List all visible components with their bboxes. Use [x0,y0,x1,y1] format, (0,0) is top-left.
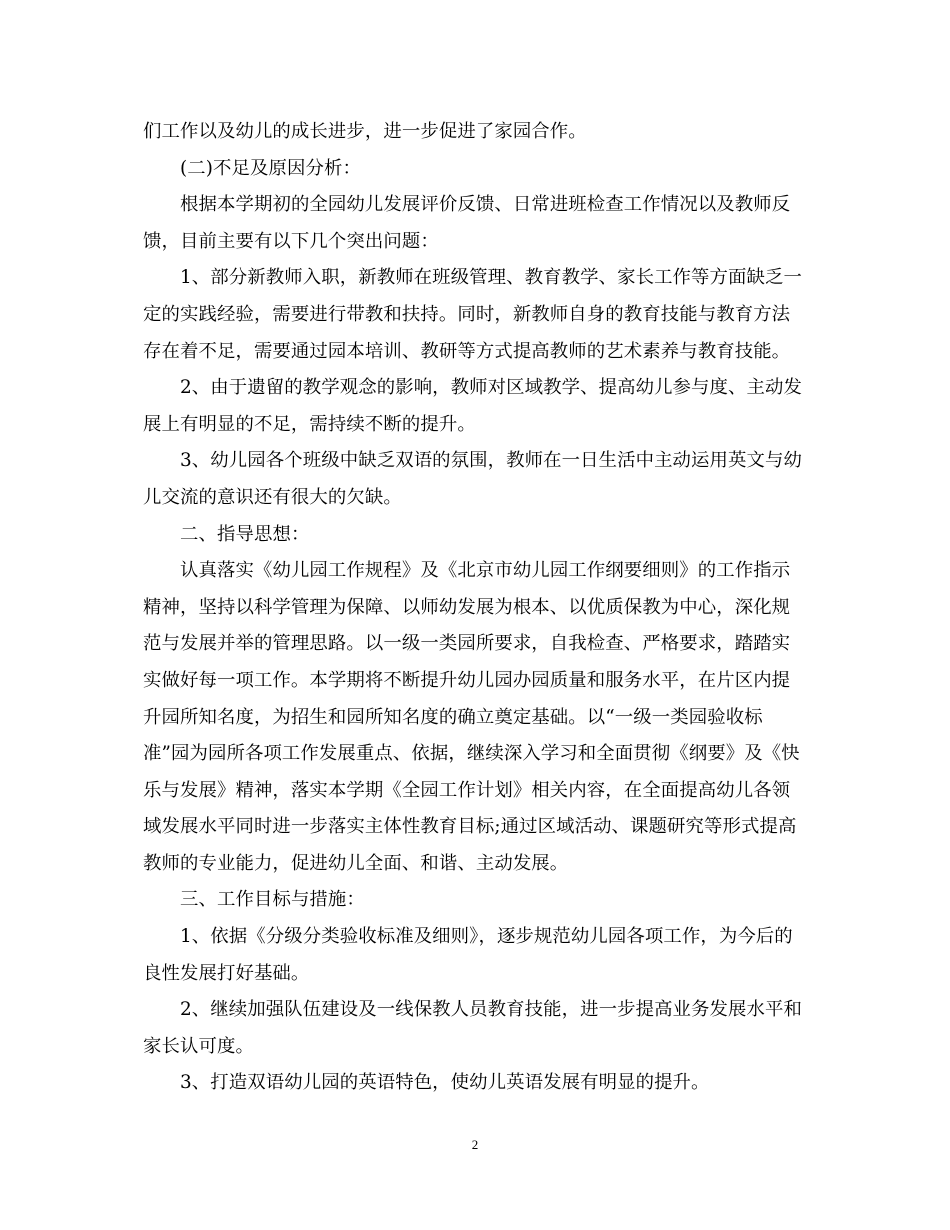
text-line: 3、幼儿园各个班级中缺乏双语的氛围，教师在一日生活中主动运用英文与幼 [180,450,802,472]
text-line: 域发展水平同时进一步落实主体性教育目标;通过区域活动、课题研究等形式提高 [143,816,797,838]
section-heading: 二、指导思想： [180,523,310,545]
section-heading: 三、工作目标与措施： [180,889,365,911]
text-line: 准”园为园所各项工作发展重点、依据，继续深入学习和全面贯彻《纲要》及《快 [143,743,800,765]
text-line: 家长认可度。 [143,1035,254,1057]
text-line: 儿交流的意识还有很大的欠缺。 [143,486,402,508]
text-line: 精神，坚持以科学管理为保障、以师幼发展为根本、以优质保教为中心，深化规 [143,596,791,618]
text-line: 认真落实《幼儿园工作规程》及《北京市幼儿园工作纲要细则》的工作指示 [180,560,791,582]
text-line: 们工作以及幼儿的成长进步，进一步促进了家园合作。 [143,121,587,142]
text-line: 馈，目前主要有以下几个突出问题： [143,230,439,252]
text-line: 1、部分新教师入职，新教师在班级管理、教育教学、家长工作等方面缺乏一 [180,267,802,289]
text-line: 定的实践经验，需要进行带教和扶持。同时，新教师自身的教育技能与教育方法 [143,303,791,325]
text-line: 3、打造双语幼儿园的英语特色，使幼儿英语发展有明显的提升。 [180,1072,710,1094]
section-heading: (二)不足及原因分析： [180,157,361,179]
body-text [143,114,808,1102]
page-number: 2 [471,1137,479,1152]
text-line: 1、依据《分级分类验收标准及细则》，逐步规范幼儿园各项工作，为今后的 [180,926,793,948]
text-line: 良性发展打好基础。 [143,962,310,984]
text-line: 范与发展并举的管理思路。以一级一类园所要求，自我检查、严格要求，踏踏实 [143,633,791,655]
text-line: 升园所知名度，为招生和园所知名度的确立奠定基础。以“一级一类园验收标 [143,706,763,728]
text-line: 教师的专业能力，促进幼儿全面、和谐、主动发展。 [143,852,569,874]
text-line: 展上有明显的不足，需持续不断的提升。 [143,413,476,435]
text-line: 2、由于遗留的教学观念的影响，教师对区域教学、提高幼儿参与度、主动发 [180,377,802,399]
text-line: 根据本学期初的全园幼儿发展评价反馈、日常进班检查工作情况以及教师反 [180,194,791,216]
text-line: 乐与发展》精神，落实本学期《全园工作计划》相关内容，在全面提高幼儿各领 [143,779,791,801]
text-line: 实做好每一项工作。本学期将不断提升幼儿园办园质量和服务水平，在片区内提 [143,669,791,691]
document-body [143,114,808,1102]
text-line: 2、继续加强队伍建设及一线保教人员教育技能，进一步提高业务发展水平和 [180,999,802,1021]
text-line: 存在着不足，需要通过园本培训、教研等方式提高教师的艺术素养与教育技能。 [143,340,791,362]
